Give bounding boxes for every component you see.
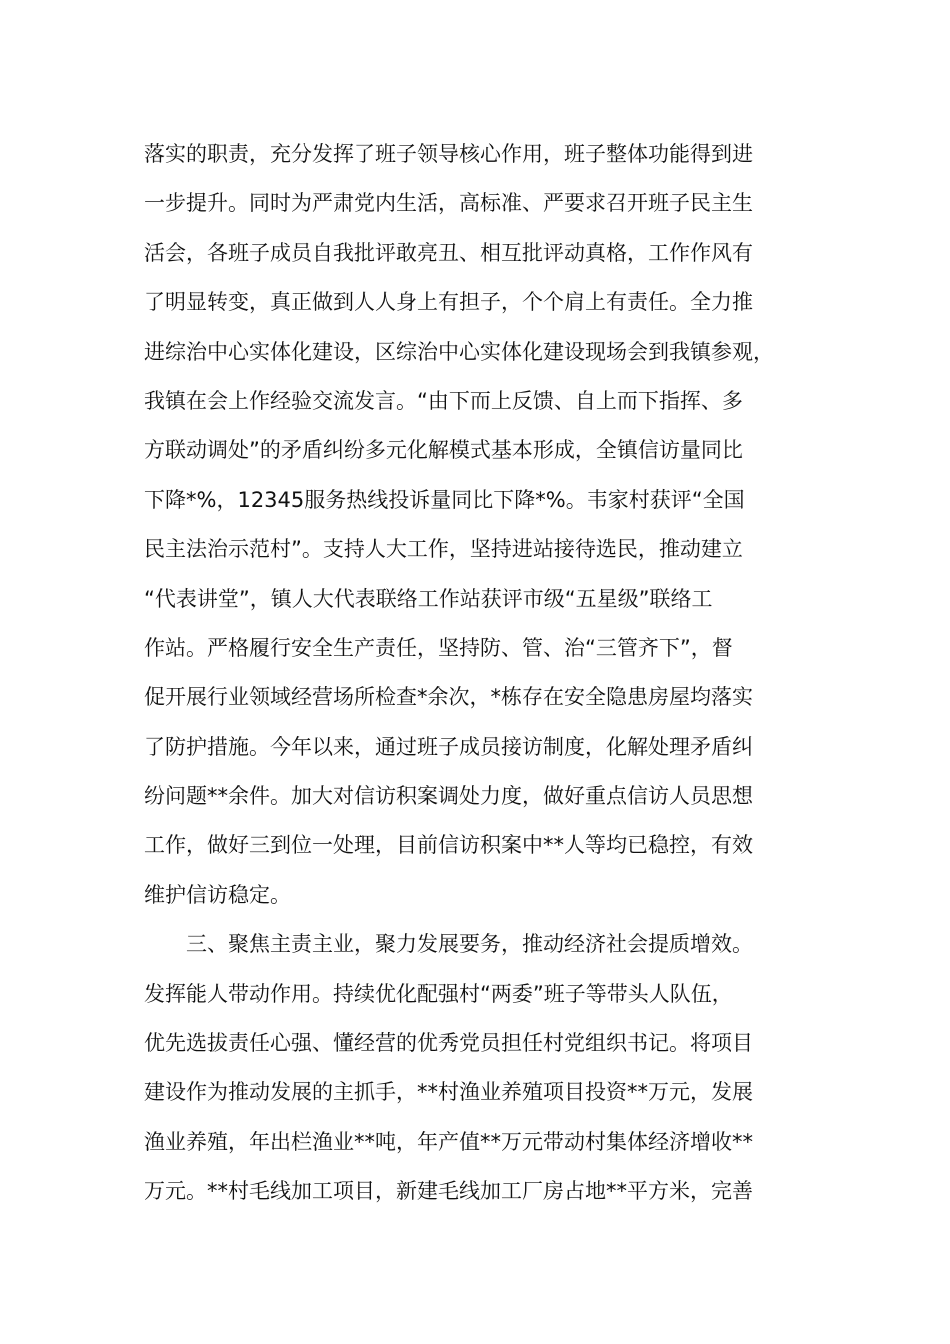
text-line: 方联动调处”的矛盾纠纷多元化解模式基本形成，全镇信访量同比 (144, 438, 743, 463)
text-line: 发挥能人带动作用。持续优化配强村“两委”班子等带头人队伍， (144, 981, 733, 1006)
text-line: 优先选拔责任心强、懂经营的优秀党员担任村党组织书记。将项目 (144, 1031, 753, 1056)
section-heading: 三、聚焦主责主业，聚力发展要务，推动经济社会提质增效。 (186, 932, 753, 957)
text-line: 工作，做好三到位一处理，目前信访积案中**人等均已稳控，有效 (144, 833, 753, 858)
text-line: 维护信访稳定。 (144, 882, 291, 907)
text-line: 我镇在会上作经验交流发言。“由下而上反馈、自上而下指挥、多 (144, 388, 743, 413)
text-line: 下降*%，12345服务热线投诉量同比下降*%。韦家村获评“全国 (144, 487, 745, 512)
text-line: 渔业养殖，年出栏渔业**吨，年产值**万元带动村集体经济增收** (144, 1129, 753, 1154)
text-line: 了明显转变，真正做到人人身上有担子，个个肩上有责任。全力推 (144, 290, 753, 315)
text-line: 一步提升。同时为严肃党内生活，高标准、严要求召开班子民主生 (144, 191, 753, 216)
text-line: “代表讲堂”，镇人大代表联络工作站获评市级“五星级”联络工 (144, 586, 713, 611)
text-line: 建设作为推动发展的主抓手，**村渔业养殖项目投资**万元，发展 (144, 1080, 753, 1105)
text-line: 落实的职责，充分发挥了班子领导核心作用，班子整体功能得到进 (144, 142, 753, 166)
text-line: 了防护措施。今年以来，通过班子成员接访制度，化解处理矛盾纠 (144, 734, 753, 759)
text-line: 活会，各班子成员自我批评敢亮丑、相互批评动真格，工作作风有 (144, 240, 753, 265)
text-line: 万元。**村毛线加工项目，新建毛线加工厂房占地**平方米，完善 (144, 1179, 753, 1204)
text-line: 纷问题**余件。加大对信访积案调处力度，做好重点信访人员思想 (144, 784, 753, 809)
body-text (144, 130, 814, 1217)
text-line: 进综治中心实体化建设，区综治中心实体化建设现场会到我镇参观， (144, 339, 774, 364)
text-line: 民主法治示范村”。支持人大工作，坚持进站接待选民，推动建立 (144, 537, 743, 562)
text-line: 作站。严格履行安全生产责任，坚持防、管、治“三管齐下”，督 (144, 635, 733, 660)
text-line: 促开展行业领域经营场所检查*余次，*栋存在安全隐患房屋均落实 (144, 685, 753, 710)
